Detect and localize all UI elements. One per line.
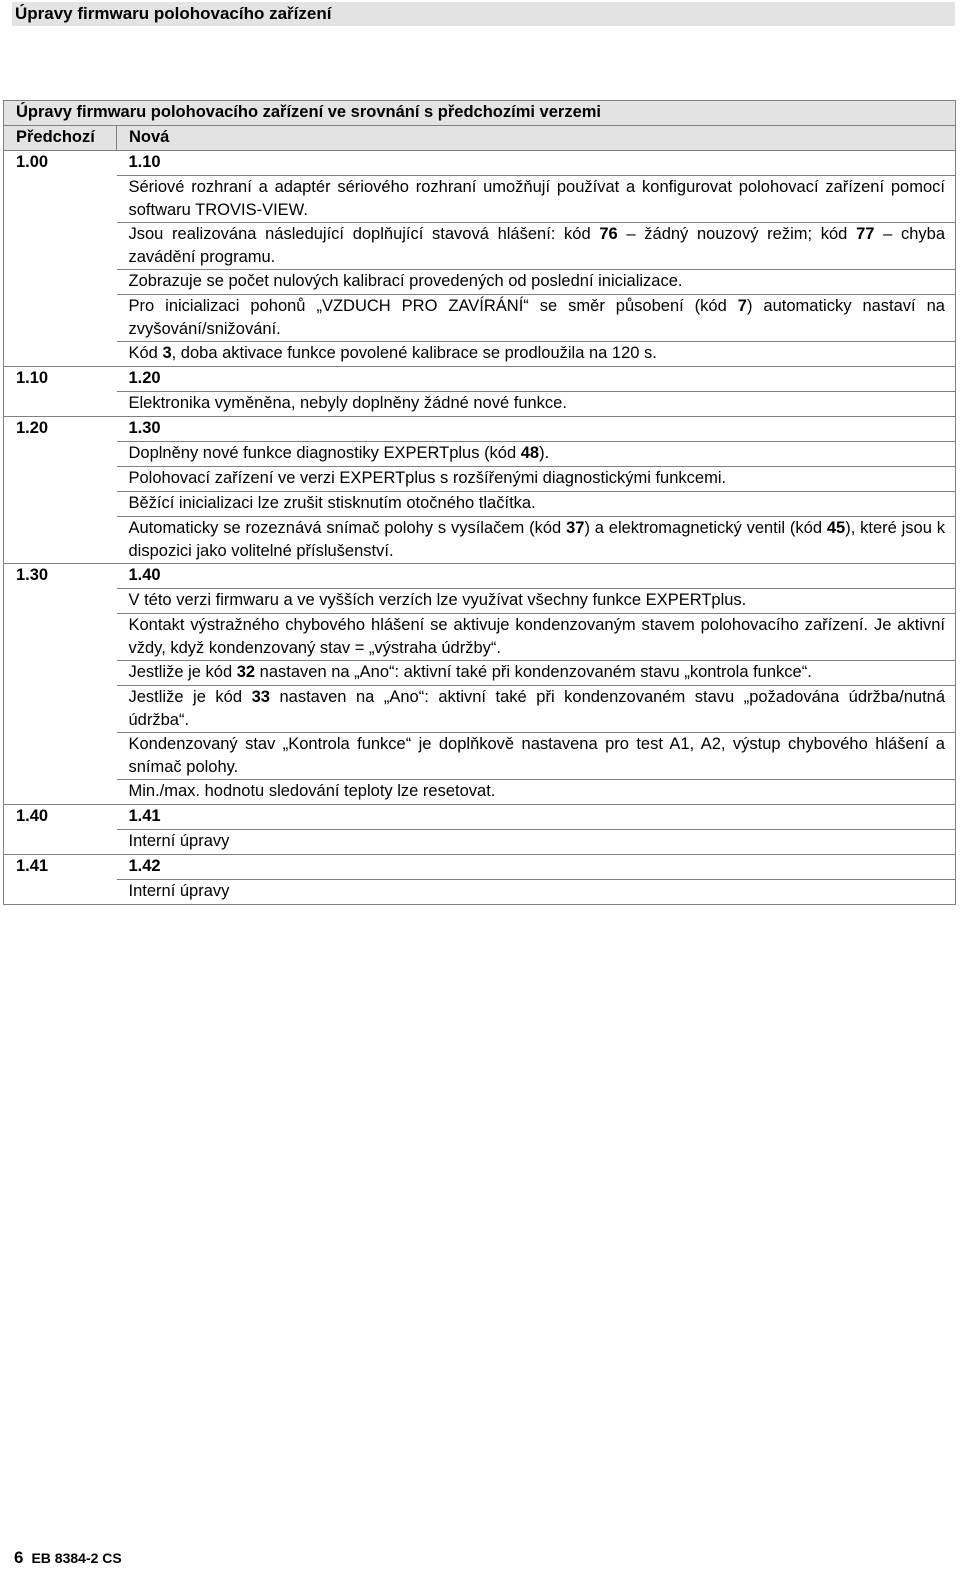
empty-cell bbox=[4, 223, 117, 270]
change-row bbox=[4, 733, 956, 780]
change-row bbox=[4, 492, 956, 517]
change-description: Jestliže je kód 33 nastaven na „Ano“: aktivní také při kondenzovaném stavu „požadována údržba/nutná údržba“. bbox=[117, 686, 956, 733]
empty-cell bbox=[4, 392, 117, 417]
table-caption: Úpravy firmwaru polohovacího zařízení ve srovnání s předchozími verzemi bbox=[4, 101, 956, 126]
change-description: Automaticky se rozeznává snímač polohy s vysílačem (kód 37) a elektromagnetický ventil (kód 45), které jsou k dispozici jako volitelné příslušenství. bbox=[117, 517, 956, 564]
empty-cell bbox=[4, 830, 117, 855]
change-row bbox=[4, 176, 956, 223]
change-row bbox=[4, 223, 956, 270]
change-description: Jestliže je kód 32 nastaven na „Ano“: aktivní také při kondenzovaném stavu „kontrola funkce“. bbox=[117, 661, 956, 686]
empty-cell bbox=[4, 733, 117, 780]
change-row bbox=[4, 517, 956, 564]
previous-version: 1.20 bbox=[4, 417, 117, 442]
new-version: 1.20 bbox=[117, 367, 956, 392]
change-description: Interní úpravy bbox=[117, 880, 956, 905]
change-description: Kondenzovaný stav „Kontrola funkce“ je doplňkově nastavena pro test A1, A2, výstup chybového hlášení a snímač polohy. bbox=[117, 733, 956, 780]
version-row bbox=[4, 417, 956, 442]
empty-cell bbox=[4, 492, 117, 517]
change-description: Doplněny nové funkce diagnostiky EXPERTplus (kód 48). bbox=[117, 442, 956, 467]
previous-version: 1.40 bbox=[4, 805, 117, 830]
change-description: Zobrazuje se počet nulových kalibrací provedených od poslední inicializace. bbox=[117, 270, 956, 295]
new-version: 1.41 bbox=[117, 805, 956, 830]
empty-cell bbox=[4, 517, 117, 564]
previous-version: 1.00 bbox=[4, 151, 117, 176]
new-version: 1.40 bbox=[117, 564, 956, 589]
change-row bbox=[4, 614, 956, 661]
document-code: EB 8384-2 CS bbox=[31, 1550, 122, 1566]
firmware-revisions-table bbox=[3, 100, 956, 905]
new-version: 1.42 bbox=[117, 855, 956, 880]
change-row bbox=[4, 880, 956, 905]
empty-cell bbox=[4, 467, 117, 492]
column-header-previous: Předchozí bbox=[4, 126, 117, 151]
previous-version: 1.30 bbox=[4, 564, 117, 589]
version-row bbox=[4, 151, 956, 176]
empty-cell bbox=[4, 589, 117, 614]
change-description: Jsou realizována následující doplňující stavová hlášení: kód 76 – žádný nouzový režim; kód 77 – chyba zavádění programu. bbox=[117, 223, 956, 270]
change-description: Běžící inicializaci lze zrušit stisknutím otočného tlačítka. bbox=[117, 492, 956, 517]
change-row bbox=[4, 467, 956, 492]
change-description: Interní úpravy bbox=[117, 830, 956, 855]
version-row bbox=[4, 855, 956, 880]
version-row bbox=[4, 805, 956, 830]
change-row bbox=[4, 442, 956, 467]
change-description: Sériové rozhraní a adaptér sériového rozhraní umožňují používat a konfigurovat polohovací zařízení pomocí softwaru TROVIS-VIEW. bbox=[117, 176, 956, 223]
change-row bbox=[4, 392, 956, 417]
change-row bbox=[4, 589, 956, 614]
previous-version: 1.41 bbox=[4, 855, 117, 880]
empty-cell bbox=[4, 342, 117, 367]
new-version: 1.30 bbox=[117, 417, 956, 442]
change-description: Pro inicializaci pohonů „VZDUCH PRO ZAVÍRÁNÍ“ se směr působení (kód 7) automaticky nastaví na zvyšování/snižování. bbox=[117, 295, 956, 342]
empty-cell bbox=[4, 614, 117, 661]
page-header: Úpravy firmwaru polohovacího zařízení bbox=[12, 2, 955, 26]
change-row bbox=[4, 270, 956, 295]
change-row bbox=[4, 686, 956, 733]
table-caption-row bbox=[4, 101, 956, 126]
empty-cell bbox=[4, 270, 117, 295]
change-description: V této verzi firmwaru a ve vyšších verzích lze využívat všechny funkce EXPERTplus. bbox=[117, 589, 956, 614]
empty-cell bbox=[4, 686, 117, 733]
page-number: 6 bbox=[14, 1548, 24, 1567]
previous-version: 1.10 bbox=[4, 367, 117, 392]
change-description: Min./max. hodnotu sledování teploty lze resetovat. bbox=[117, 780, 956, 805]
change-row bbox=[4, 295, 956, 342]
empty-cell bbox=[4, 661, 117, 686]
version-row bbox=[4, 367, 956, 392]
new-version: 1.10 bbox=[117, 151, 956, 176]
column-header-new: Nová bbox=[117, 126, 956, 151]
change-row bbox=[4, 661, 956, 686]
empty-cell bbox=[4, 780, 117, 805]
change-row bbox=[4, 342, 956, 367]
change-description: Kontakt výstražného chybového hlášení se aktivuje kondenzovaným stavem polohovacího zařízení. Je aktivní vždy, když kondenzovaný stav = „výstraha údržby“. bbox=[117, 614, 956, 661]
page-footer bbox=[14, 1548, 122, 1568]
change-description: Elektronika vyměněna, nebyly doplněny žádné nové funkce. bbox=[117, 392, 956, 417]
version-row bbox=[4, 564, 956, 589]
change-description: Kód 3, doba aktivace funkce povolené kalibrace se prodloužila na 120 s. bbox=[117, 342, 956, 367]
empty-cell bbox=[4, 176, 117, 223]
change-row bbox=[4, 830, 956, 855]
empty-cell bbox=[4, 295, 117, 342]
table-header-row bbox=[4, 126, 956, 151]
empty-cell bbox=[4, 880, 117, 905]
empty-cell bbox=[4, 442, 117, 467]
change-row bbox=[4, 780, 956, 805]
change-description: Polohovací zařízení ve verzi EXPERTplus s rozšířenými diagnostickými funkcemi. bbox=[117, 467, 956, 492]
